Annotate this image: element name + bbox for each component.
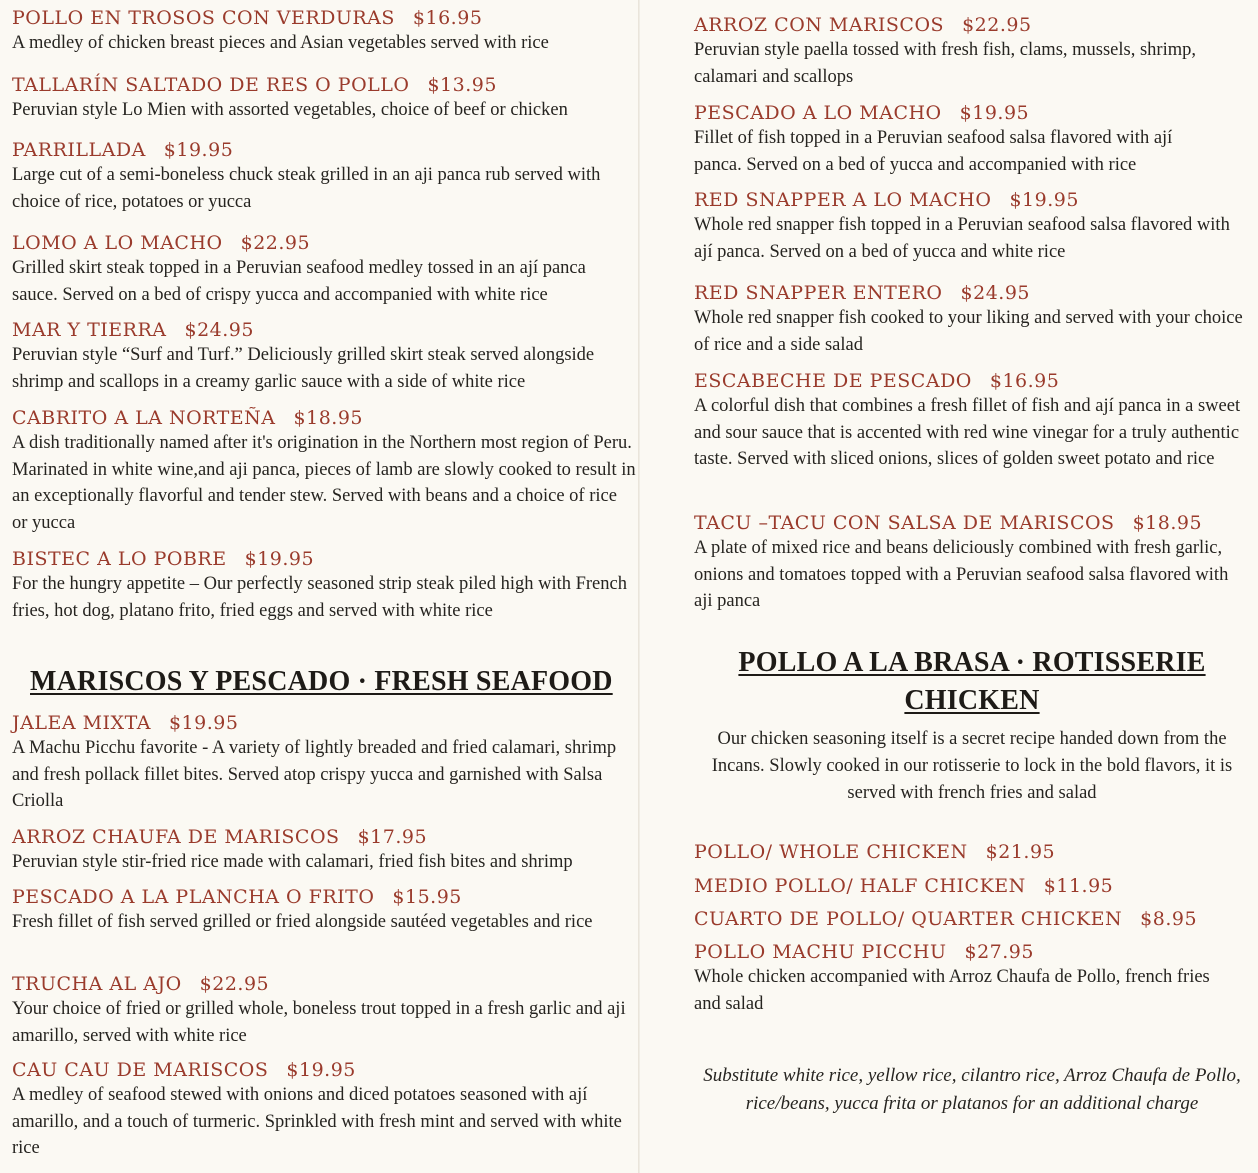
item-title (694, 907, 1250, 931)
item-name: PESCADO A LO MACHO (694, 102, 942, 124)
chicken-heading-line2: CHICKEN (904, 685, 1040, 716)
menu-item (694, 188, 1250, 265)
item-name: TRUCHA AL AJO (12, 973, 182, 995)
item-name: POLLO/ WHOLE CHICKEN (694, 841, 968, 863)
menu-item (694, 511, 1250, 615)
section-heading-seafood: MARISCOS Y PESCADO · FRESH SEAFOOD (30, 666, 613, 697)
item-description: Fillet of fish topped in a Peruvian seafood salsa flavored with ají panca. Served on a bed of yucca and accompanied with rice (694, 128, 1173, 175)
item-price: $8.95 (1140, 908, 1198, 930)
menu-item (12, 547, 636, 624)
item-description: A medley of seafood stewed with onions and diced potatoes seasoned with ají amarillo, and a touch of turmeric. Sprinkled with fresh mint and served with white rice (12, 1085, 622, 1158)
item-price: $19.95 (959, 102, 1030, 124)
item-price: $19.95 (168, 712, 239, 734)
item-name: RED SNAPPER ENTERO (694, 282, 943, 304)
menu-item (694, 907, 1250, 931)
item-name: RED SNAPPER A LO MACHO (694, 189, 992, 211)
item-description: Grilled skirt steak topped in a Peruvian seafood medley tossed in an ají panca sauce. Served on a bed of crispy yucca and accompanied with white rice (12, 258, 586, 305)
item-price: $22.95 (962, 14, 1032, 36)
item-description: A plate of mixed rice and beans deliciously combined with fresh garlic, onions and tomatoes topped with a Peruvian seafood salsa flavored with aji panca (694, 538, 1229, 611)
item-description: Peruvian style paella tossed with fresh fish, clams, mussels, shrimp, calamari and scallops (694, 40, 1196, 87)
item-price: $11.95 (1043, 875, 1114, 897)
item-description: Your choice of fried or grilled whole, boneless trout topped in a fresh garlic and aji amarillo, served with white rice (12, 999, 626, 1046)
item-description: A dish traditionally named after it's origination in the Northern most region of Peru. Marinated in white wine,and aji panca, pieces of lamb are slowly cooked to result in an exceptionally flavorful and tender stew. Served with beans and a choice of rice or yucca (12, 433, 636, 533)
menu-item (12, 406, 636, 536)
item-title (12, 318, 642, 342)
menu-item (694, 840, 1250, 864)
menu-item (694, 369, 1250, 473)
item-title (12, 711, 636, 735)
item-name: CUARTO DE POLLO/ QUARTER CHICKEN (694, 908, 1123, 930)
item-description: Large cut of a semi-boneless chuck steak grilled in an aji panca rub served with choice of rice, potatoes or yucca (12, 165, 601, 212)
item-price: $22.95 (240, 232, 311, 254)
item-title (12, 6, 636, 30)
item-price: $18.95 (293, 407, 364, 429)
item-price: $15.95 (392, 886, 462, 908)
menu-item (694, 13, 1250, 90)
item-price: $19.95 (163, 139, 234, 161)
item-title (12, 73, 636, 97)
item-name: POLLO EN TROSOS CON VERDURAS (12, 7, 395, 29)
item-name: MAR Y TIERRA (12, 319, 167, 341)
item-description: Whole chicken accompanied with Arroz Chaufa de Pollo, french fries and salad (694, 967, 1210, 1014)
item-description: A medley of chicken breast pieces and Asian vegetables served with rice (12, 33, 549, 53)
menu-item (12, 6, 636, 57)
item-price: $24.95 (960, 282, 1030, 304)
item-title (12, 885, 636, 909)
menu-item (694, 940, 1250, 1017)
menu-item (694, 874, 1250, 898)
item-price: $21.95 (985, 841, 1056, 863)
item-title (12, 972, 636, 996)
menu-item (12, 711, 636, 815)
menu-item (12, 318, 642, 395)
item-price: $18.95 (1132, 512, 1203, 534)
item-price: $19.95 (244, 548, 315, 570)
menu-item (12, 972, 636, 1049)
item-description: A Machu Picchu favorite - A variety of lightly breaded and fried calamari, shrimp and fresh pollack fillet bites. Served atop crispy yucca and garnished with Salsa Criolla (12, 738, 617, 811)
item-description: For the hungry appetite – Our perfectly seasoned strip steak piled high with French fries, hot dog, platano frito, fried eggs and served with white rice (12, 574, 627, 621)
item-price: $19.95 (286, 1059, 356, 1081)
menu-item (12, 138, 636, 215)
item-title (694, 281, 1250, 305)
item-description: Peruvian style Lo Mien with assorted vegetables, choice of beef or chicken (12, 100, 568, 120)
item-title (12, 547, 636, 571)
item-description: Whole red snapper fish cooked to your liking and served with your choice of rice and a side salad (694, 308, 1243, 355)
item-title (694, 511, 1250, 535)
item-title (694, 13, 1250, 37)
item-name: PESCADO A LA PLANCHA O FRITO (12, 886, 375, 908)
item-name: TALLARÍN SALTADO DE RES O POLLO (12, 74, 410, 96)
item-title (694, 101, 1250, 125)
item-name: BISTEC A LO POBRE (12, 548, 227, 570)
item-title (694, 940, 1250, 964)
menu-item (12, 231, 636, 308)
menu-item (12, 1058, 636, 1162)
item-description: Whole red snapper fish topped in a Peruvian seafood salsa flavored with ají panca. Served on a bed of yucca and white rice (694, 215, 1230, 262)
item-description: Peruvian style “Surf and Turf.” Deliciously grilled skirt steak served alongside shrimp and scallops in a creamy garlic sauce with a side of white rice (12, 345, 595, 392)
item-title (12, 231, 636, 255)
item-price: $19.95 (1009, 189, 1079, 211)
item-name: ARROZ CON MARISCOS (694, 14, 945, 36)
item-description: Fresh fillet of fish served grilled or fried alongside sautéed vegetables and rice (12, 912, 593, 932)
page-fold (638, 0, 640, 1173)
item-name: ESCABECHE DE PESCADO (694, 370, 972, 392)
item-price: $17.95 (357, 826, 428, 848)
item-name: LOMO A LO MACHO (12, 232, 223, 254)
item-name: CAU CAU DE MARISCOS (12, 1059, 269, 1081)
substitute-note: Substitute white rice, yellow rice, cilantro rice, Arroz Chaufa de Pollo, rice/beans, yucca frita or platanos for an additional charge (703, 1065, 1241, 1114)
item-name: POLLO MACHU PICCHU (694, 941, 947, 963)
menu-item (694, 101, 1250, 178)
item-title (694, 369, 1250, 393)
item-description: Peruvian style stir-fried rice made with calamari, fried fish bites and shrimp (12, 852, 573, 872)
chicken-heading-line1: POLLO A LA BRASA · ROTISSERIE (738, 647, 1206, 678)
section-heading-chicken (694, 644, 1250, 720)
item-price: $16.95 (989, 370, 1060, 392)
menu-item (12, 825, 636, 876)
item-title (694, 874, 1250, 898)
item-title (694, 188, 1250, 212)
item-price: $22.95 (199, 973, 270, 995)
item-name: CABRITO A LA NORTEÑA (12, 407, 276, 429)
menu-item (12, 885, 636, 936)
item-name: JALEA MIXTA (12, 712, 151, 734)
menu-item (694, 281, 1250, 358)
item-title (12, 138, 636, 162)
menu-item (12, 73, 636, 124)
item-price: $16.95 (412, 7, 483, 29)
item-name: PARRILLADA (12, 139, 146, 161)
item-name: TACU –TACU CON SALSA DE MARISCOS (694, 512, 1115, 534)
item-title (694, 840, 1250, 864)
item-title (12, 825, 636, 849)
item-price: $27.95 (964, 941, 1034, 963)
item-name: ARROZ CHAUFA DE MARISCOS (12, 826, 340, 848)
item-price: $13.95 (427, 74, 497, 96)
item-name: MEDIO POLLO/ HALF CHICKEN (694, 875, 1026, 897)
item-description: A colorful dish that combines a fresh fillet of fish and ají panca in a sweet and sour sauce that is accented with red wine vinegar for a truly authentic taste. Served with sliced onions, slices of golden sweet potato and rice (694, 396, 1241, 469)
item-title (12, 406, 636, 430)
item-price: $24.95 (184, 319, 254, 341)
item-title (12, 1058, 636, 1082)
chicken-intro: Our chicken seasoning itself is a secret recipe handed down from the Incans. Slowly cooked in our rotisserie to lock in the bold flavors, it is served with french fries and salad (711, 729, 1233, 803)
